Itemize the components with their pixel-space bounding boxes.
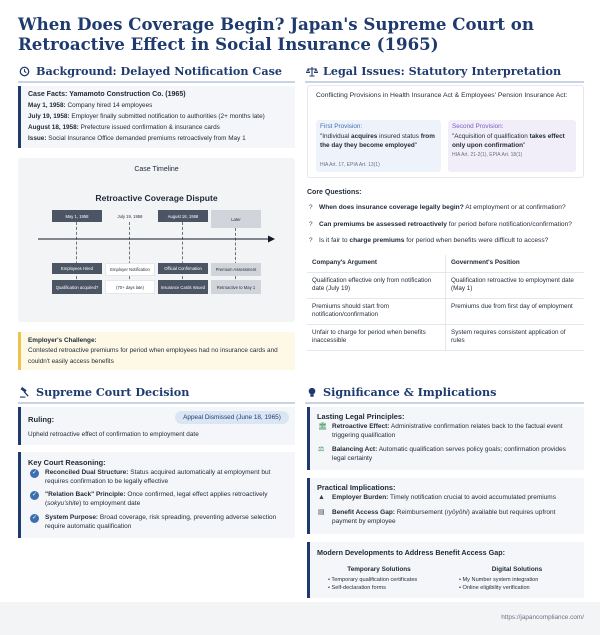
principle-item: 🏛 Retroactive Effect: Administrative confirmation relates back to the factual event triggering qualification	[318, 423, 563, 440]
lasting-principles-card	[307, 407, 584, 470]
question-icon: ?	[309, 237, 313, 244]
check-icon: ✓	[30, 469, 39, 478]
divider	[305, 402, 584, 404]
question-icon: ?	[309, 204, 313, 211]
reasoning-label: Key Court Reasoning:	[28, 458, 106, 467]
temporary-solutions-list	[328, 576, 417, 592]
reasoning-card	[18, 452, 295, 538]
timeline-axis	[38, 234, 276, 244]
ruling-badge: Appeal Dismissed (June 18, 1965)	[175, 411, 289, 424]
reason-item: ✓ Reconciled Dual Structure: Status acquired automatically at employment but requires confirmation to be legally effective	[31, 469, 271, 486]
challenge-label: Employer's Challenge:	[28, 337, 97, 344]
practical-item: ▤ Benefit Access Gap: Reimbursement (ryōyōhi) available but requires upfront payment by employee	[318, 509, 556, 526]
question-icon: ?	[309, 221, 313, 228]
lasting-label: Lasting Legal Principles:	[317, 412, 405, 421]
history-icon	[18, 65, 31, 78]
practical-item: ▲ Employer Burden: Timely notification crucial to avoid accumulated premiums	[318, 494, 556, 501]
balance-icon: ⚖	[318, 446, 325, 453]
reason-item: ✓ "Relation Back" Principle: Once confirmed, legal effect applies retroactively (sokyu'shite) to employment date	[31, 491, 268, 508]
significance-heading	[305, 384, 496, 400]
employer-challenge	[18, 332, 295, 370]
modern-label: Modern Developments to Address Benefit Access Gap:	[317, 548, 505, 557]
question-row: ? Is it fair to charge premiums for period when benefits were difficult to access?	[309, 237, 549, 244]
table-row: Qualification effective only from notification date (July 19) Qualification retroactive to employment date (May 1)	[307, 272, 584, 298]
table-header-row	[307, 255, 584, 272]
modern-developments-card	[307, 542, 584, 598]
timeline-event: Employees Hired	[52, 263, 102, 274]
practical-card	[307, 478, 584, 534]
digital-solutions-list	[459, 576, 538, 592]
first-provision: First Provision: "Individual acquires insured status from the day they become employed" HIA Art. 17, EPIA Art. 13(1)	[316, 120, 441, 172]
timeline-connector	[182, 222, 183, 284]
ruling-label: Ruling:	[28, 415, 55, 424]
timeline-date: May 1, 1958	[52, 210, 102, 222]
gavel-icon	[18, 386, 31, 399]
practical-label: Practical Implications:	[317, 483, 396, 492]
timeline-title: Retroactive Coverage Dispute	[95, 193, 218, 203]
fact-row: Issue: Social Insurance Office demanded premiums retroactively from May 1	[28, 135, 246, 142]
document-icon: ▤	[318, 509, 325, 516]
check-icon: ✓	[30, 514, 39, 523]
timeline-date: Later	[211, 210, 261, 228]
list-item: • Online eligibility verification	[459, 585, 530, 591]
conflict-title: Conflicting Provisions in Health Insurance Act & Employees' Pension Insurance Act:	[316, 92, 568, 99]
footer-link[interactable]: https://japancompliance.com/	[501, 614, 584, 621]
first-provision-ref: HIA Art. 17, EPIA Art. 13(1)	[320, 162, 380, 168]
second-provision-ref: HIA Art. 21-2(1), EPIA Art. 18(1)	[452, 152, 523, 158]
timeline-date: August 18, 1958	[158, 210, 208, 222]
timeline-event: Employer Notification	[105, 263, 155, 276]
question-row: ? When does insurance coverage legally begin? At employment or at confirmation?	[309, 204, 566, 211]
ruling-card	[18, 407, 295, 445]
timeline-note: (70+ days late)	[105, 280, 155, 294]
timeline-note: Retroactive to May 1	[211, 280, 261, 294]
divider	[18, 402, 295, 404]
digital-solutions-label: Digital Solutions	[491, 566, 543, 573]
question-row: ? Can premiums be assessed retroactively for period before notification/confirmation?	[309, 221, 572, 228]
timeline-connector	[76, 222, 77, 284]
first-provision-text: "Individual acquires insured status from the day they become employed"	[320, 133, 435, 150]
second-provision-text: "Acquisition of qualification takes effect only upon confirmation"	[452, 133, 565, 150]
check-icon: ✓	[30, 491, 39, 500]
warning-icon: ▲	[318, 494, 325, 501]
timeline-event: Official Confirmation	[158, 263, 208, 274]
footer	[0, 602, 600, 635]
timeline-event: Premium Assessment	[211, 263, 261, 276]
institution-icon: 🏛	[318, 423, 327, 430]
page-title: When Does Coverage Begin? Japan's Supreme Court on Retroactive Effect in Social Insurance (1965)	[18, 14, 534, 54]
reason-item: ✓ System Purpose: Broad coverage, risk spreading, preventing adverse selection require automatic qualification	[31, 514, 277, 531]
legal-heading-text: Legal Issues: Statutory Interpretation	[323, 64, 562, 78]
second-provision: Second Provision: "Acquisition of qualification takes effect only upon confirmation" HIA Art. 21-2(1), EPIA Art. 18(1)	[448, 120, 576, 172]
lightbulb-icon	[305, 386, 318, 399]
divider	[18, 81, 295, 83]
argument-table	[307, 255, 584, 351]
timeline-date: July 19, 1958	[105, 210, 155, 222]
fact-row: July 19, 1958: Employer finally submitted notification to authorities (2+ months late)	[28, 113, 265, 120]
challenge-text: Contested retroactive premiums for period when employees had no insurance cards and couldn't easily access benefits	[28, 347, 278, 365]
table-row: Premiums should start from notification/confirmation Premiums due from first day of employment	[307, 298, 584, 324]
table-row: Unfair to charge for period when benefits inaccessible System requires consistent application of rules	[307, 324, 584, 350]
timeline-note: Insurance Cards Issued	[158, 280, 208, 294]
core-questions-label: Core Questions:	[307, 189, 362, 196]
timeline-label: Case Timeline	[134, 166, 179, 173]
case-facts-title: Case Facts: Yamamoto Construction Co. (1965)	[28, 91, 186, 98]
significance-heading-text: Significance & Implications	[323, 385, 497, 399]
list-item: • Temporary qualification certificates	[328, 577, 418, 583]
ruling-text: Upheld retroactive effect of confirmation to employment date	[28, 431, 199, 438]
decision-heading-text: Supreme Court Decision	[36, 385, 190, 399]
principle-item: ⚖ Balancing Act: Automatic qualification serves policy goals; confirmation provides legal certainty	[318, 446, 566, 463]
divider	[305, 81, 584, 83]
fact-row: August 18, 1958: Prefecture issued confirmation & insurance cards	[28, 124, 220, 131]
background-heading-text: Background: Delayed Notification Case	[36, 64, 282, 78]
conflict-card	[307, 85, 584, 178]
case-facts-card	[18, 86, 295, 148]
case-timeline	[18, 158, 295, 322]
decision-heading	[18, 384, 189, 400]
table-header: Government's Position	[446, 255, 585, 272]
list-item: • Self-declaration forms	[328, 585, 386, 591]
fact-row: May 1, 1958: Company hired 14 employees	[28, 102, 153, 109]
timeline-note: Qualification acquired?	[52, 280, 102, 294]
table-header: Company's Argument	[307, 255, 446, 272]
legal-heading	[305, 63, 561, 79]
list-item: • My Number system integration	[459, 577, 539, 583]
temporary-solutions-label: Temporary Solutions	[347, 566, 411, 573]
background-heading	[18, 63, 282, 79]
scale-icon	[305, 65, 318, 78]
